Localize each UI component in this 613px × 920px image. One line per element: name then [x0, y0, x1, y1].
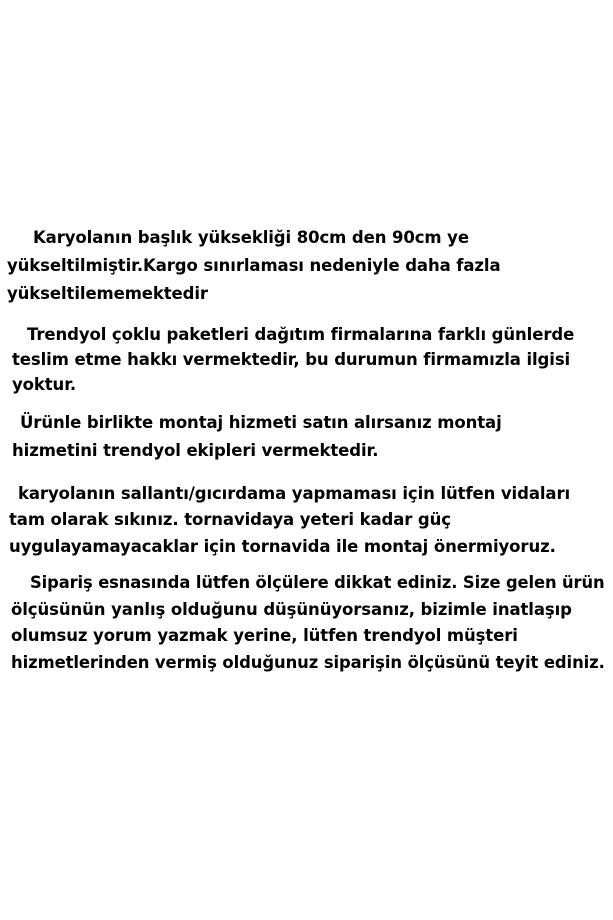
text-line: ölçüsünün yanlış olduğunu düşünüyorsanız, bizimle inatlaşıp — [11, 600, 572, 619]
text-line: Sipariş esnasında lütfen ölçülere dikkat ediniz. Size gelen ürün — [30, 573, 605, 592]
text-line: yükseltilmiştir.Kargo sınırlaması nedeniyle daha fazla — [7, 256, 501, 275]
text-line: uygulayamayacaklar için tornavida ile montaj önermiyoruz. — [9, 537, 556, 556]
text-line: teslim etme hakkı vermektedir, bu durumun firmamızla ilgisi — [12, 350, 571, 369]
text-line: tam olarak sıkınız. tornavidaya yeteri kadar güç — [9, 510, 451, 529]
text-line: Karyolanın başlık yüksekliği 80cm den 90cm ye — [33, 228, 469, 247]
text-line: Ürünle birlikte montaj hizmeti satın alırsanız montaj — [20, 413, 502, 432]
text-line: yükseltilememektedir — [7, 284, 208, 303]
text-line: karyolanın sallantı/gıcırdama yapmaması için lütfen vidaları — [18, 484, 571, 503]
text-line: olumsuz yorum yazmak yerine, lütfen trendyol müşteri — [11, 626, 518, 645]
text-line: Trendyol çoklu paketleri dağıtım firmalarına farklı günlerde — [27, 325, 575, 344]
text-line: hizmetlerinden vermiş olduğunuz siparişin ölçüsünü teyit ediniz. — [11, 653, 605, 672]
text-line: yoktur. — [12, 375, 77, 394]
text-line: hizmetini trendyol ekipleri vermektedir. — [12, 441, 379, 460]
